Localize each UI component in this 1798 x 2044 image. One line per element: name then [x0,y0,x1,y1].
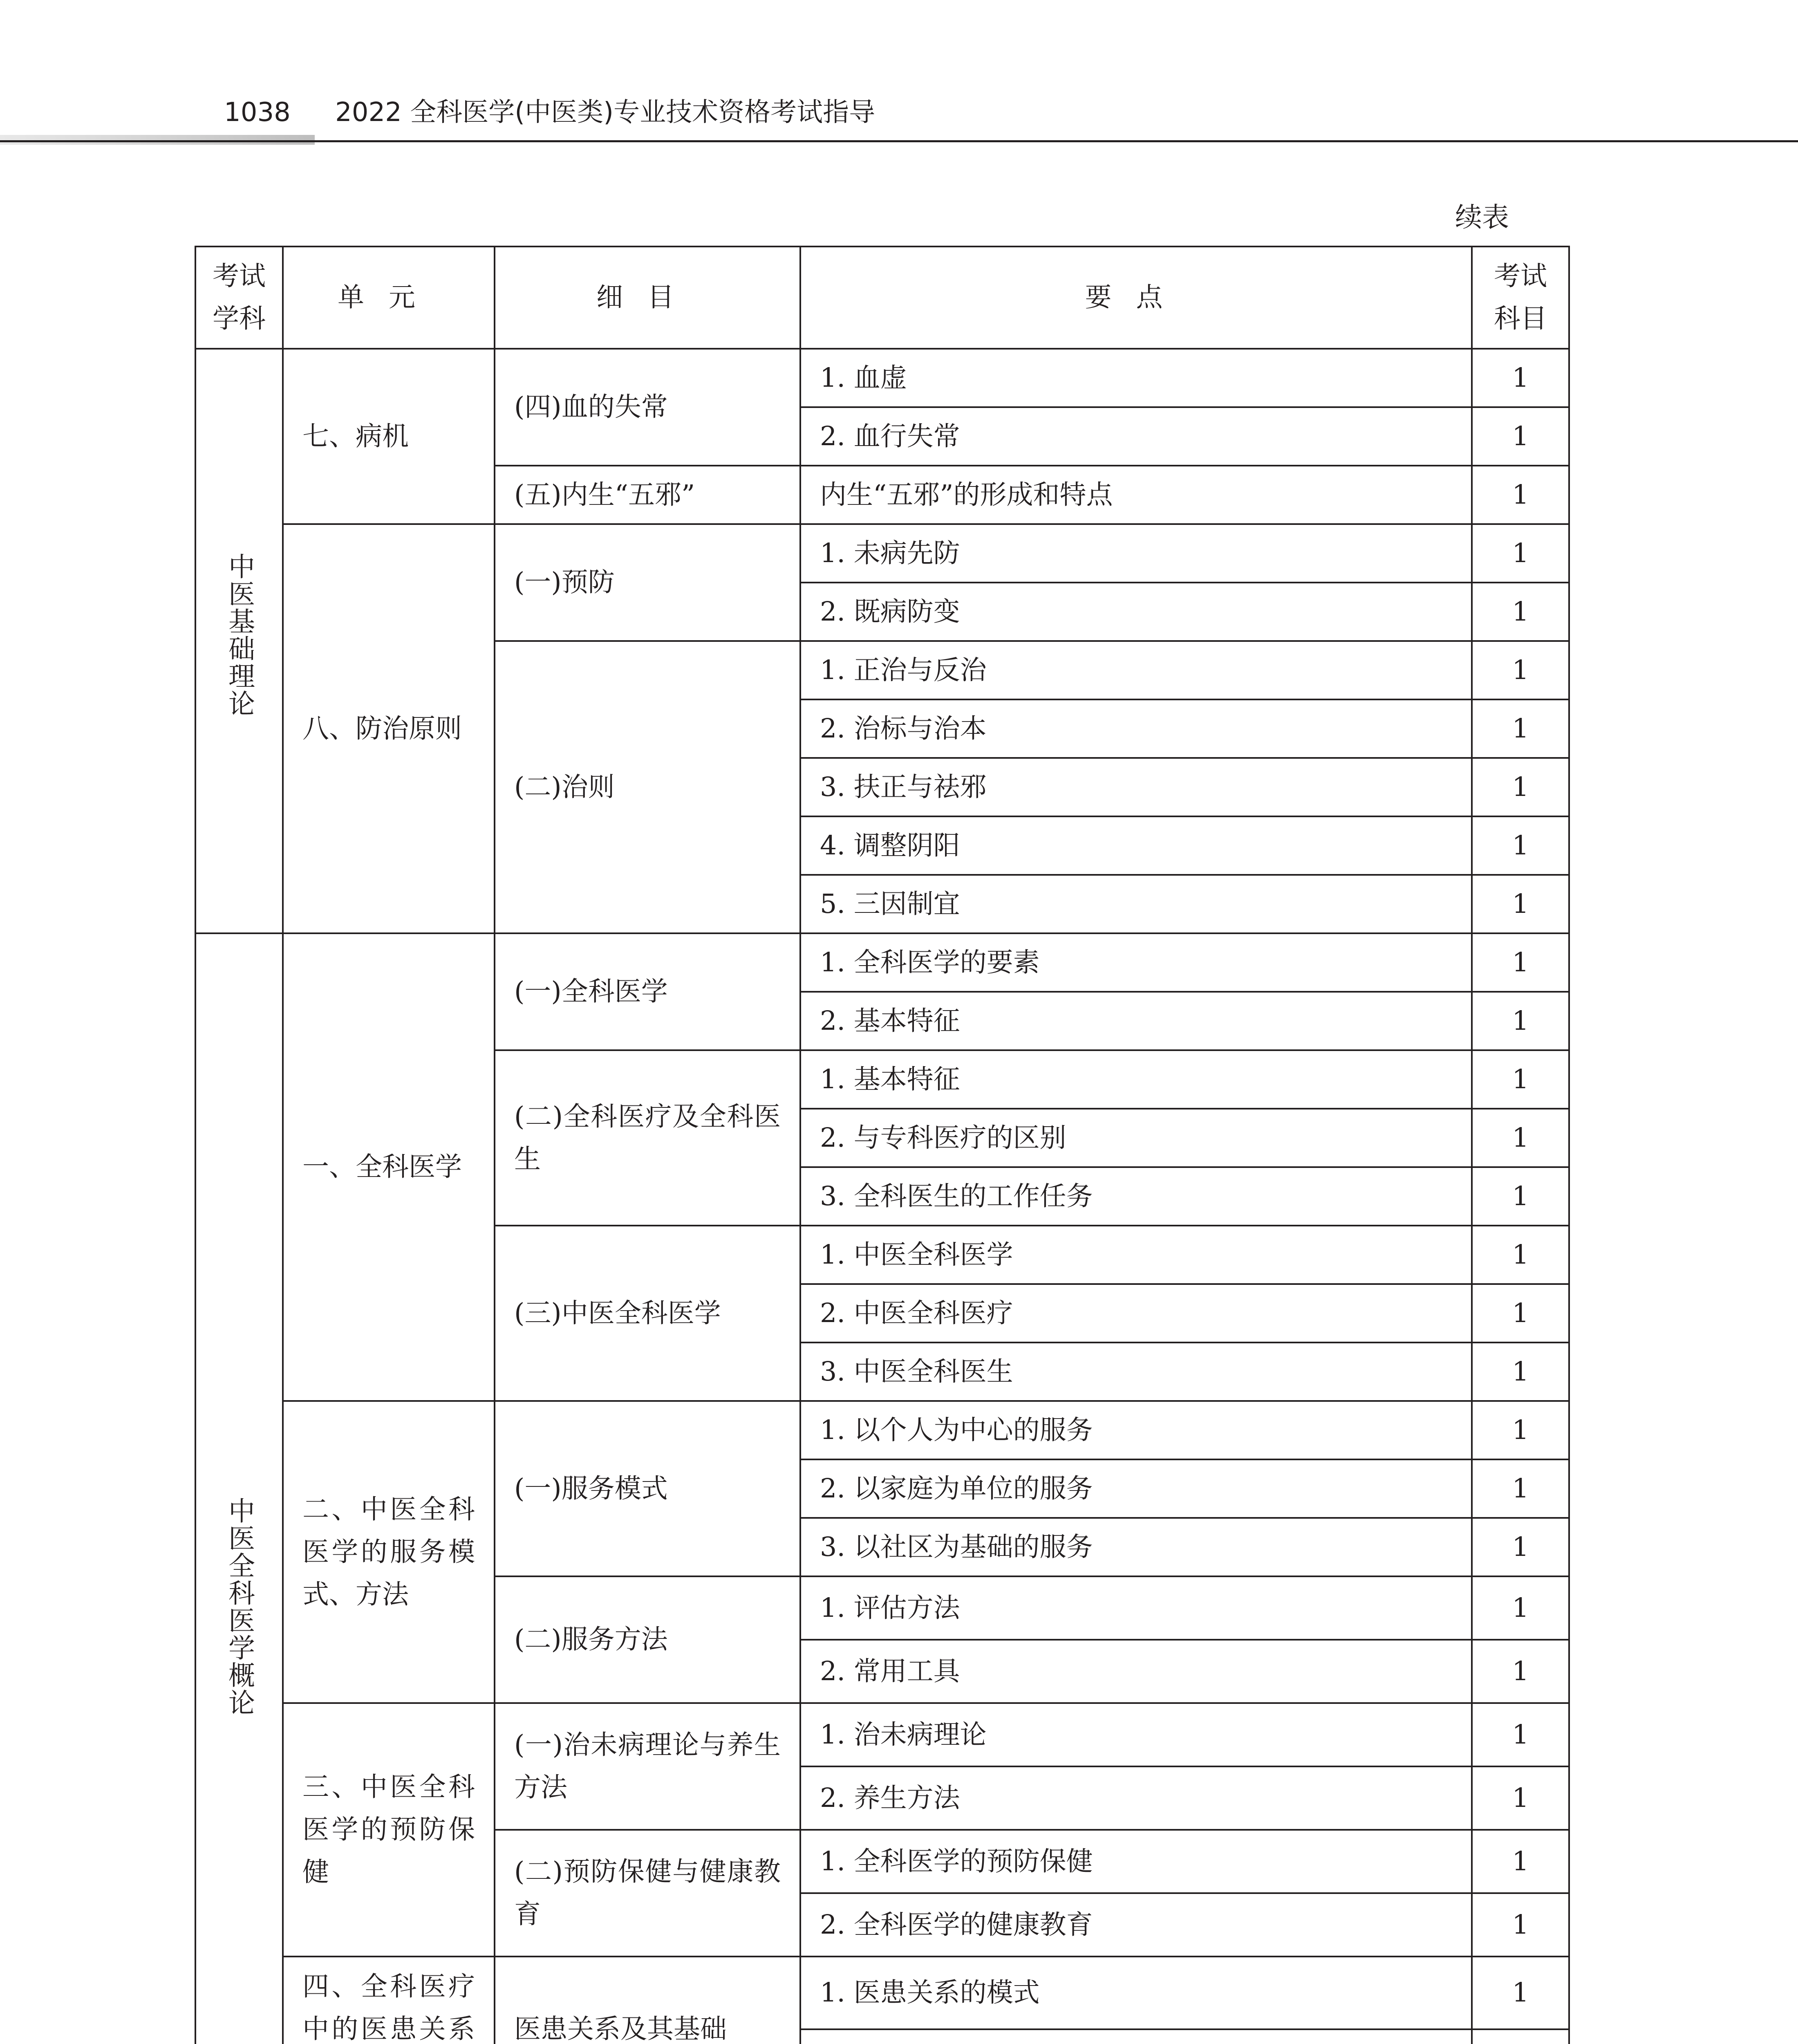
point-cell: 2. 全科医学的健康教育 [800,1893,1472,1957]
point-cell: 1. 全科医学的预防保健 [800,1830,1472,1893]
point-cell: 1. 未病先防 [800,524,1472,583]
page-header [0,0,1798,155]
exam-cell: 1 [1472,1226,1569,1284]
exam-cell: 1 [1472,407,1569,466]
exam-cell: 1 [1472,1640,1569,1703]
unit-cell: 二、中医全科医学的服务模式、方法 [283,1401,495,1703]
point-cell: 1. 评估方法 [800,1576,1472,1640]
point-cell: 5. 三因制宜 [800,875,1472,933]
table-row [195,1957,1569,2029]
point-cell: 1. 基本特征 [800,1050,1472,1109]
detail-cell: (一)预防 [495,524,800,641]
exam-cell: 1 [1472,1703,1569,1766]
exam-cell: 1 [1472,1518,1569,1576]
detail-cell: (二)全科医疗及全科医生 [495,1050,800,1226]
exam-cell: 1 [1472,524,1569,583]
exam-cell: 1 [1472,816,1569,875]
point-cell: 1. 全科医学的要素 [800,933,1472,992]
exam-cell: 1 [1472,349,1569,407]
point-cell: 2. 以家庭为单位的服务 [800,1459,1472,1518]
unit-cell: 八、防治原则 [283,524,495,933]
point-cell: 2. 中医全科医疗 [800,1284,1472,1342]
detail-cell: (二)预防保健与健康教育 [495,1830,800,1957]
exam-cell: 1 [1472,1050,1569,1109]
exam-cell: 1 [1472,1893,1569,1957]
exam-cell: 1 [1472,466,1569,524]
detail-cell: (三)中医全科医学 [495,1226,800,1401]
exam-cell: 1 [1472,1284,1569,1342]
subject-cell: 中医基础理论 [195,349,283,933]
page-number: 1038 [224,97,291,128]
point-cell: 3. 扶正与祛邪 [800,758,1472,816]
detail-cell: (二)服务方法 [495,1576,800,1703]
unit-cell: 七、病机 [283,349,495,524]
exam-cell: 1 [1472,1401,1569,1459]
detail-cell: (一)治未病理论与养生方法 [495,1703,800,1830]
unit-cell: 三、中医全科医学的预防保健 [283,1703,495,1957]
point-cell: 2. 血行失常 [800,407,1472,466]
table-row [195,524,1569,583]
subject-cell: 中医全科医学概论 [195,933,283,2044]
point-cell: 3. 全科医生的工作任务 [800,1167,1472,1226]
point-cell: 3. 中医全科医生 [800,1342,1472,1401]
header-detail: 细目 [495,247,800,349]
point-cell: 2. 基本特征 [800,992,1472,1050]
header-subject: 考试学科 [195,247,283,349]
exam-cell: 1 [1472,875,1569,933]
detail-cell: (二)治则 [495,641,800,933]
exam-cell: 1 [1472,1342,1569,1401]
table-row [195,349,1569,407]
exam-cell: 1 [1472,1830,1569,1893]
detail-cell: (一)服务模式 [495,1401,800,1576]
exam-cell: 1 [1472,1459,1569,1518]
header-point: 要点 [800,247,1472,349]
point-cell: 2. 既病防变 [800,583,1472,641]
exam-cell: 1 [1472,1576,1569,1640]
point-cell: 3. 以社区为基础的服务 [800,1518,1472,1576]
point-cell: 4. 调整阴阳 [800,816,1472,875]
exam-cell: 1 [1472,583,1569,641]
table-row [195,1703,1569,1766]
exam-cell: 1 [1472,1766,1569,1830]
point-cell: 1. 中医全科医学 [800,1226,1472,1284]
point-cell: 2. 养生方法 [800,1766,1472,1830]
point-cell: 1. 医患关系的模式 [800,1957,1472,2029]
point-cell: 2. 与专科医疗的区别 [800,1109,1472,1167]
exam-cell: 1 [1472,1109,1569,1167]
header-exam: 考试科目 [1472,247,1569,349]
point-cell [800,2029,1472,2044]
header-rule [0,140,1798,142]
exam-cell: 1 [1472,933,1569,992]
table-row [195,933,1569,992]
detail-cell: (五)内生“五邪” [495,466,800,524]
exam-cell: 1 [1472,699,1569,758]
continued-label: 续表 [1455,202,1509,233]
point-cell: 内生“五邪”的形成和特点 [800,466,1472,524]
syllabus-table [195,246,1570,2044]
point-cell: 1. 血虚 [800,349,1472,407]
detail-cell: (一)全科医学 [495,933,800,1050]
point-cell: 2. 治标与治本 [800,699,1472,758]
header-unit: 单元 [283,247,495,349]
point-cell: 1. 治未病理论 [800,1703,1472,1766]
unit-cell: 四、全科医疗中的医患关系 [283,1957,495,2044]
point-cell: 1. 以个人为中心的服务 [800,1401,1472,1459]
unit-cell: 一、全科医学 [283,933,495,1401]
point-cell: 2. 常用工具 [800,1640,1472,1703]
exam-cell: 1 [1472,1167,1569,1226]
header-accent-bar [0,135,315,145]
book-title: 2022 全科医学(中医类)专业技术资格考试指导 [335,97,875,128]
table-header-row [195,247,1569,349]
exam-cell: 1 [1472,992,1569,1050]
exam-cell [1472,2029,1569,2044]
detail-cell: 医患关系及其基础 [495,1957,800,2044]
exam-cell: 1 [1472,641,1569,699]
point-cell: 1. 正治与反治 [800,641,1472,699]
exam-cell: 1 [1472,1957,1569,2029]
detail-cell: (四)血的失常 [495,349,800,466]
exam-cell: 1 [1472,758,1569,816]
table-row [195,1401,1569,1459]
